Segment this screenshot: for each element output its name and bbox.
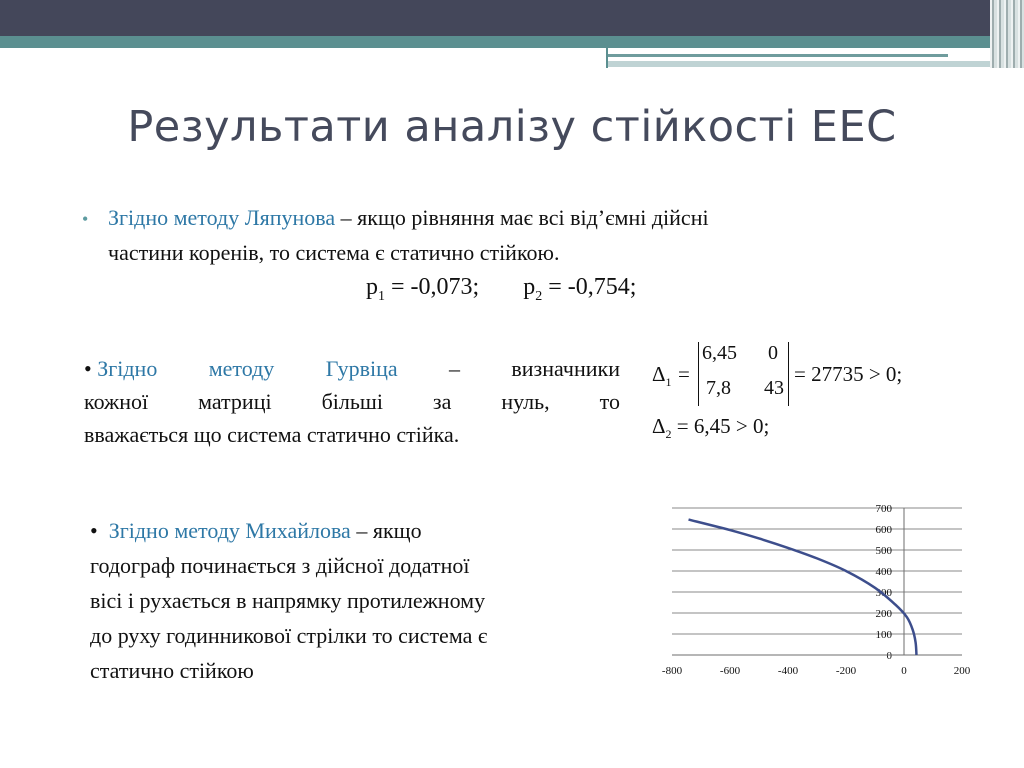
lyapunov-text-line1: – якщо рівняння має всі від’ємні дійсні [335,205,709,230]
y-tick-label: 700 [875,503,892,515]
lyapunov-text-line2: частини коренів, то система є статично стійкою. [108,240,560,265]
lyapunov-method-name: Згідно методу Ляпунова [108,205,336,230]
hurwitz-paragraph [84,352,620,451]
root-p1-sub: 1 [378,288,385,304]
matrix-cell-12: 0 [768,342,778,364]
hurwitz-word: більші [321,389,383,414]
bullet-marker: • [82,209,89,229]
matrix-cell-21: 7,8 [706,377,731,399]
x-tick-label: -800 [661,665,683,677]
header-accent-tick [606,48,608,68]
mikhailov-line2: годограф починається з дійсної додатної [90,553,470,578]
header-stripes-decoration [990,0,1024,68]
lyapunov-paragraph [108,200,908,270]
y-tick-label: 100 [875,629,892,641]
hurwitz-word [84,352,157,385]
delta1-equals: = [678,362,690,386]
delta-symbol: Δ [652,414,666,438]
matrix-cell-22: 43 [764,377,784,399]
hurwitz-method-w2: методу [208,356,275,381]
root-p2-sub: 2 [535,288,543,304]
x-tick-label: 200 [953,665,971,677]
hurwitz-method-w1: Згідно [97,356,158,381]
delta2-formula [652,414,769,442]
delta2-result: = 6,45 > 0; [676,414,770,438]
y-tick-label: 600 [875,524,892,536]
x-tick-label: -200 [835,665,857,677]
mikhailov-line4: до руху годинникової стрілки то система є [90,623,488,648]
hurwitz-method-w3: Гурвіца [325,356,398,381]
header-dark-band [0,0,1024,36]
delta1-label [652,362,672,390]
header-accent-line-light [606,61,998,67]
lyapunov-roots [366,274,636,305]
hurwitz-word: кожної [84,389,149,414]
hurwitz-word: нуль, [501,389,550,414]
header-accent-line [606,54,948,57]
bullet-marker: • [90,518,98,543]
x-tick-label: -600 [719,665,741,677]
y-tick-label: 0 [886,650,892,662]
hurwitz-word: визначники [511,356,620,381]
root-p1-label: p [366,274,378,300]
matrix-cell-11: 6,45 [702,342,737,364]
determinant-bar-right [788,342,789,406]
bullet-marker: • [84,356,92,381]
root-p2-value: = -0,754; [542,274,637,300]
delta1-result: = 27735 > 0; [794,362,903,386]
hurwitz-word: то [599,389,620,414]
slide-title: Результати аналізу стійкості ЕЕС [127,102,897,152]
x-tick-label: -400 [777,665,799,677]
mikhailov-paragraph [90,513,620,688]
delta2-sub: 2 [665,427,672,442]
mikhailov-hodograph-chart [648,496,988,686]
hurwitz-line2 [84,385,620,418]
mikhailov-line5: статично стійкою [90,658,254,683]
root-p1-value: = -0,073; [385,274,480,300]
delta1-sub: 1 [665,375,672,390]
mikhailov-line1-rest: – якщо [350,518,422,543]
header-teal-band [0,36,1024,48]
hurwitz-word: матриці [198,389,272,414]
y-tick-label: 300 [875,587,892,599]
hurwitz-word: – [449,356,460,381]
hurwitz-line1 [84,352,620,385]
root-p2-label: p [523,274,536,300]
mikhailov-line3: вісі і рухається в напрямку протилежному [90,588,486,613]
x-tick-label: 0 [901,665,907,677]
mikhailov-method-name: Згідно методу Михайлова [108,518,351,543]
y-tick-label: 200 [875,608,892,620]
hurwitz-line3: вважається що система статично стійка. [84,422,460,447]
delta-symbol: Δ [652,362,666,386]
y-tick-label: 500 [875,545,892,557]
hurwitz-word: за [432,389,452,414]
y-tick-label: 400 [875,566,892,578]
determinant-bar-left [698,342,699,406]
